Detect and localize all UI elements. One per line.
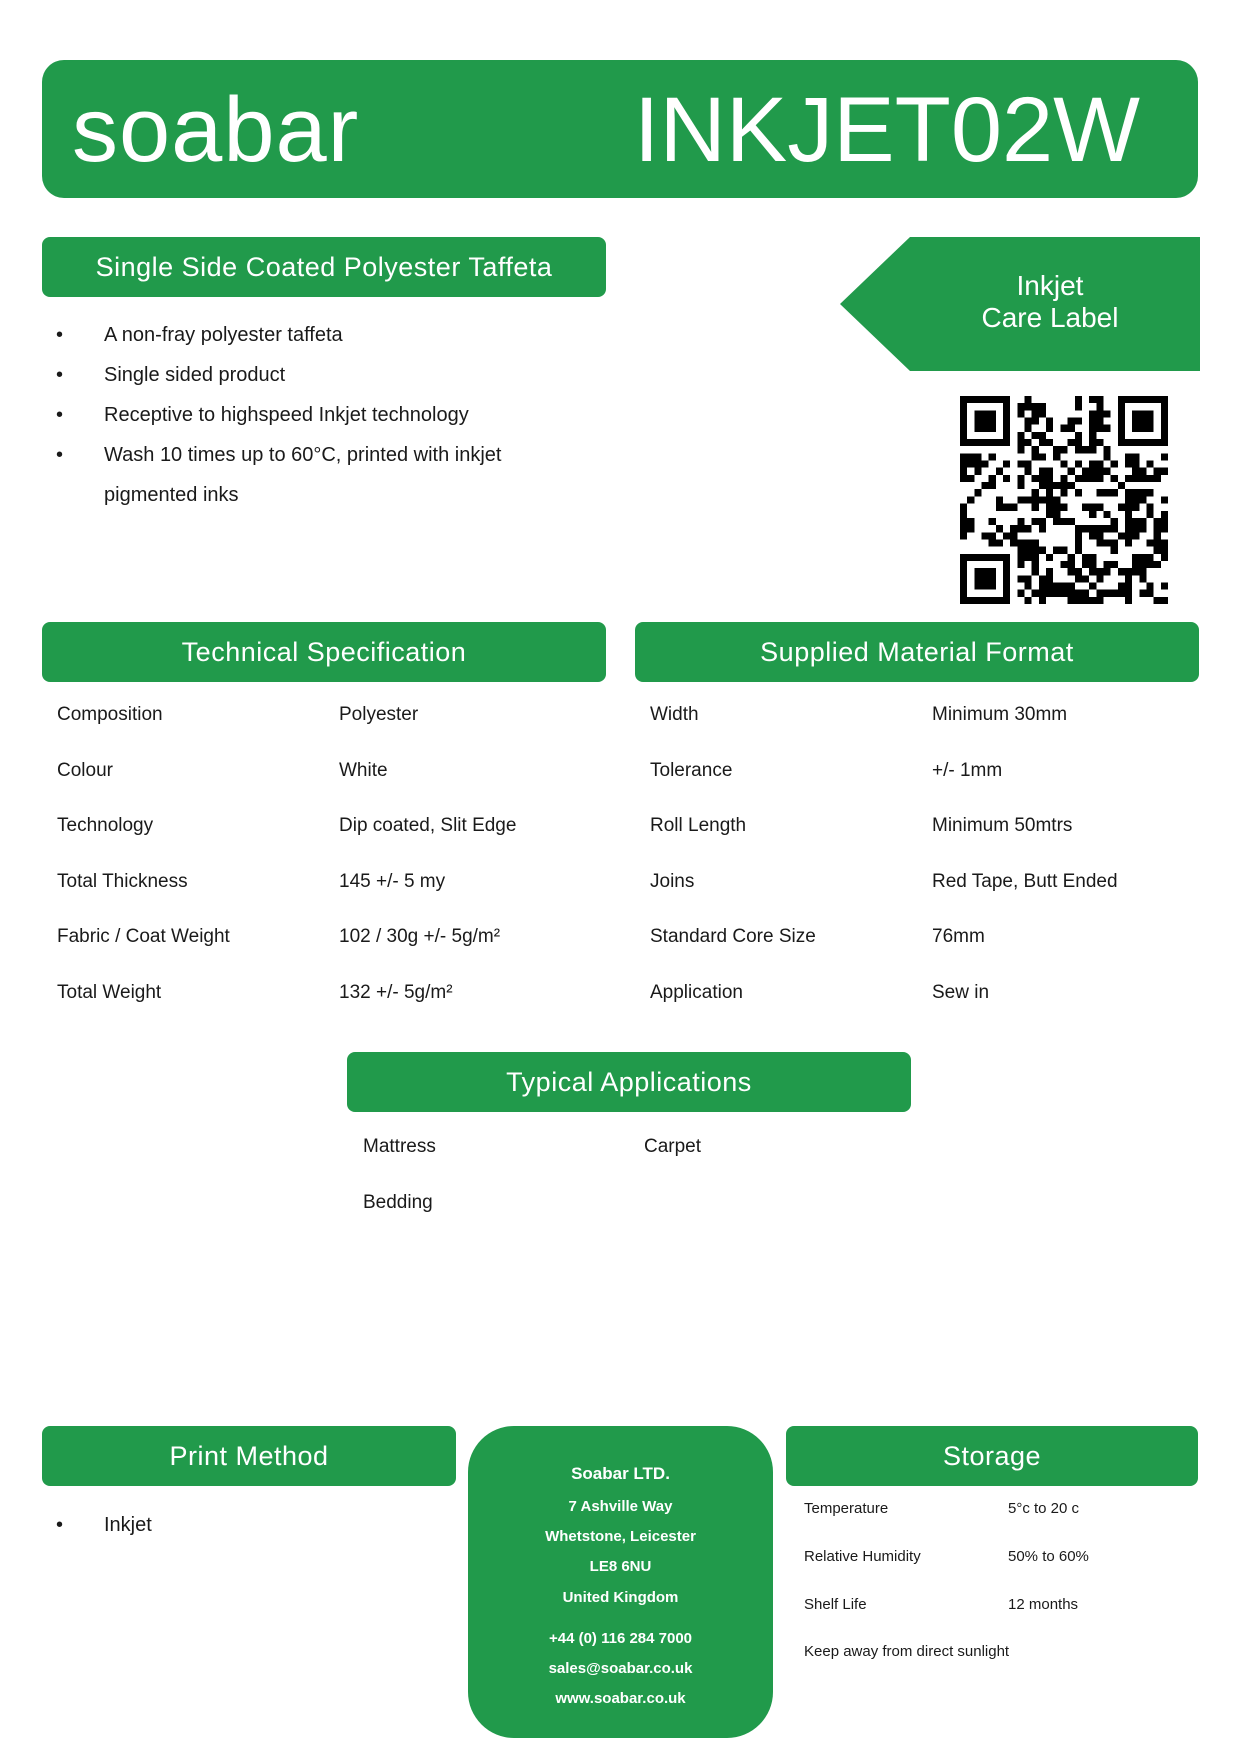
product-title: Single Side Coated Polyester Taffeta bbox=[42, 237, 606, 297]
address-line: Whetstone, Leicester bbox=[545, 1528, 696, 1545]
applications-header: Typical Applications bbox=[347, 1052, 911, 1112]
application-item: Bedding bbox=[363, 1192, 433, 1213]
print-method-list bbox=[42, 1505, 442, 1545]
technical-spec-header: Technical Specification bbox=[42, 622, 606, 682]
product-code: INKJET02W bbox=[633, 79, 1140, 181]
format-value: Sew in bbox=[932, 982, 990, 1003]
print-method-header: Print Method bbox=[42, 1426, 456, 1486]
supplied-format-table bbox=[635, 700, 1199, 1020]
postcode: LE8 6NU bbox=[589, 1558, 652, 1575]
phone-number: +44 (0) 116 284 7000 bbox=[548, 1630, 693, 1647]
spec-label: Technology bbox=[57, 815, 154, 836]
spec-value: 132 +/- 5g/m² bbox=[339, 982, 453, 1003]
print-method-item: • Inkjet bbox=[42, 1505, 442, 1545]
spec-label: Total Weight bbox=[57, 982, 162, 1003]
website-link[interactable]: www.soabar.co.uk bbox=[555, 1690, 686, 1707]
spec-label: Fabric / Coat Weight bbox=[57, 926, 230, 947]
format-label: Width bbox=[650, 704, 699, 725]
application-item: Carpet bbox=[644, 1136, 702, 1157]
care-label-line2: Care Label bbox=[981, 302, 1119, 333]
applications-list bbox=[347, 1132, 911, 1232]
care-label-text bbox=[930, 270, 1170, 334]
spec-value: 145 +/- 5 my bbox=[339, 871, 446, 892]
spec-label: Colour bbox=[57, 760, 113, 781]
format-value: Minimum 30mm bbox=[932, 704, 1068, 725]
feature-item: • Wash 10 times up to 60°C, printed with inkjet pigmented inks bbox=[42, 435, 582, 515]
application-item: Mattress bbox=[363, 1136, 436, 1157]
feature-list bbox=[42, 315, 582, 515]
format-label: Application bbox=[650, 982, 743, 1003]
spec-value: Polyester bbox=[339, 704, 419, 725]
format-value: +/- 1mm bbox=[932, 760, 1003, 781]
storage-value: 5°c to 20 c bbox=[1008, 1500, 1080, 1517]
storage-label: Shelf Life bbox=[804, 1596, 867, 1613]
feature-item: • A non-fray polyester taffeta bbox=[42, 315, 582, 355]
format-label: Standard Core Size bbox=[650, 926, 816, 947]
storage-label: Relative Humidity bbox=[804, 1548, 921, 1565]
spec-value: White bbox=[339, 760, 388, 781]
email-link[interactable]: sales@soabar.co.uk bbox=[548, 1660, 693, 1677]
format-value: Minimum 50mtrs bbox=[932, 815, 1073, 836]
supplied-format-header: Supplied Material Format bbox=[635, 622, 1199, 682]
care-label-line1: Inkjet bbox=[1016, 270, 1084, 301]
storage-note: Keep away from direct sunlight bbox=[804, 1643, 1010, 1660]
feature-item: • Single sided product bbox=[42, 355, 582, 395]
format-value: 76mm bbox=[932, 926, 985, 947]
format-label: Roll Length bbox=[650, 815, 747, 836]
company-name: Soabar LTD. bbox=[571, 1464, 670, 1483]
spec-value: Dip coated, Slit Edge bbox=[339, 815, 517, 836]
storage-value: 12 months bbox=[1008, 1596, 1079, 1613]
qr-code-icon bbox=[960, 396, 1168, 604]
technical-spec-table bbox=[42, 700, 606, 1020]
format-value: Red Tape, Butt Ended bbox=[932, 871, 1118, 892]
storage-table bbox=[786, 1500, 1198, 1680]
brand-logo: soabar bbox=[72, 79, 360, 181]
spec-value: 102 / 30g +/- 5g/m² bbox=[339, 926, 501, 947]
address-line: 7 Ashville Way bbox=[568, 1498, 673, 1515]
format-label: Tolerance bbox=[650, 760, 733, 781]
spec-label: Total Thickness bbox=[57, 871, 188, 892]
contact-card bbox=[468, 1426, 773, 1738]
country: United Kingdom bbox=[562, 1589, 679, 1606]
format-label: Joins bbox=[650, 871, 695, 892]
storage-label: Temperature bbox=[804, 1500, 889, 1517]
storage-header: Storage bbox=[786, 1426, 1198, 1486]
storage-value: 50% to 60% bbox=[1008, 1548, 1089, 1565]
feature-item: • Receptive to highspeed Inkjet technology bbox=[42, 395, 582, 435]
spec-label: Composition bbox=[57, 704, 163, 725]
